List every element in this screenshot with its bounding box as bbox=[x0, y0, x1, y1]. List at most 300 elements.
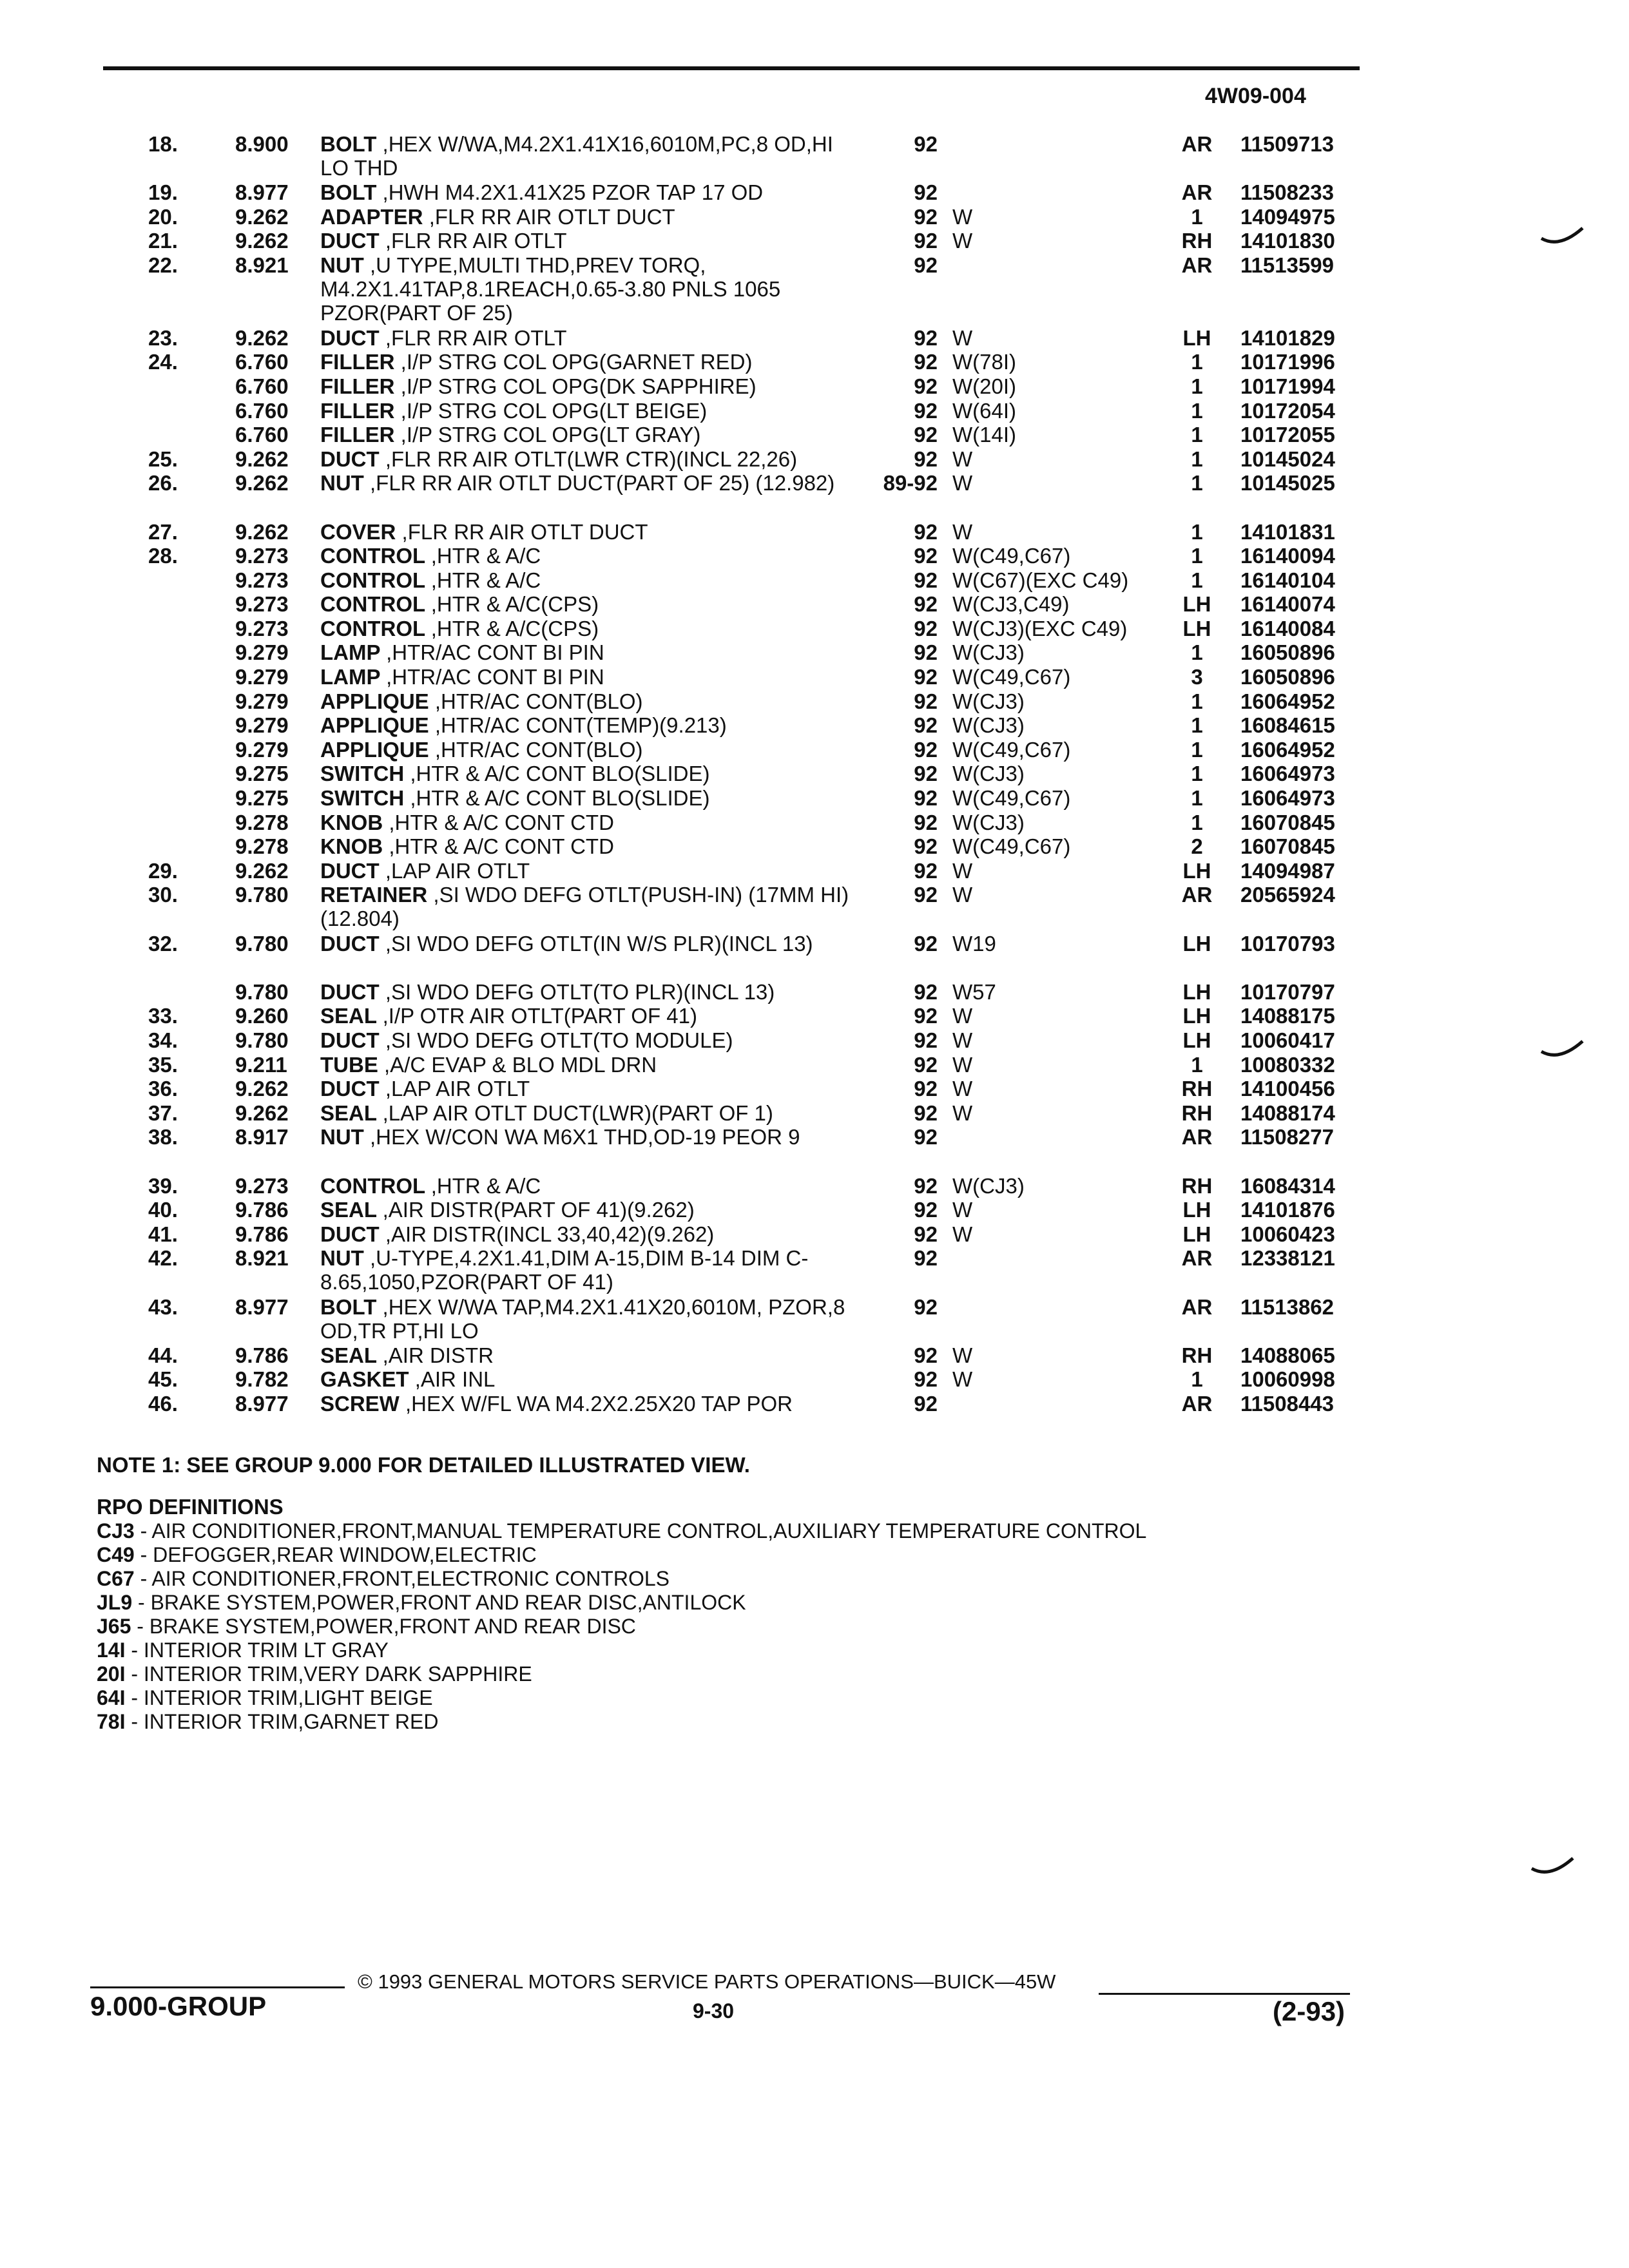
model-year: 92 bbox=[914, 132, 938, 156]
part-name: CONTROL bbox=[320, 592, 425, 617]
group-number: 9.262 bbox=[235, 204, 289, 229]
part-number: 12338121 bbox=[1240, 1246, 1335, 1271]
part-number: 11508443 bbox=[1240, 1391, 1335, 1416]
part-spec: ,HTR & A/C CONT CTD bbox=[389, 810, 614, 834]
part-number: 11508277 bbox=[1240, 1125, 1335, 1149]
parts-row bbox=[0, 423, 1629, 447]
parts-row bbox=[0, 180, 1629, 205]
rpo-code: W bbox=[952, 1222, 973, 1246]
rpo-definition bbox=[97, 1543, 1146, 1567]
parts-row bbox=[0, 713, 1629, 738]
item-number: 32. bbox=[148, 931, 178, 956]
group-number: 9.782 bbox=[235, 1367, 289, 1392]
part-number: 10171994 bbox=[1240, 374, 1335, 398]
part-description bbox=[320, 689, 855, 713]
part-number: 16064952 bbox=[1240, 737, 1335, 762]
part-spec: ,AIR DISTR(PART OF 41)(9.262) bbox=[382, 1198, 695, 1222]
part-description bbox=[320, 932, 855, 956]
model-year: 92 bbox=[914, 1246, 938, 1271]
part-spec: ,HTR/AC CONT BI PIN bbox=[386, 640, 604, 665]
quantity: LH bbox=[1182, 1198, 1211, 1222]
group-number: 6.760 bbox=[235, 350, 289, 374]
rpo-code-label: C67 bbox=[97, 1567, 135, 1590]
part-spec: ,I/P STRG COL OPG(GARNET RED) bbox=[400, 350, 753, 374]
parts-row bbox=[0, 253, 1629, 326]
part-description bbox=[320, 568, 855, 592]
quantity: AR bbox=[1181, 180, 1213, 205]
part-name: BOLT bbox=[320, 1294, 377, 1319]
parts-row bbox=[0, 665, 1629, 689]
quantity: LH bbox=[1182, 1004, 1211, 1028]
part-spec: ,SI WDO DEFG OTLT(TO MODULE) bbox=[385, 1028, 733, 1052]
part-spec: ,HTR & A/C CONT CTD bbox=[389, 834, 614, 859]
parts-row bbox=[0, 1053, 1629, 1077]
quantity: AR bbox=[1181, 1391, 1213, 1416]
part-description bbox=[320, 980, 855, 1004]
rpo-code: W(CJ3) bbox=[952, 713, 1025, 738]
page-code: 4W09-004 bbox=[1205, 84, 1306, 108]
quantity: 1 bbox=[1191, 786, 1203, 811]
part-spec: ,HEX W/CON WA M6X1 THD,OD-19 PEOR 9 bbox=[370, 1125, 800, 1149]
parts-row bbox=[0, 834, 1629, 859]
part-description bbox=[320, 859, 855, 883]
rpo-code-meaning: - INTERIOR TRIM,GARNET RED bbox=[125, 1710, 439, 1733]
part-number: 10172054 bbox=[1240, 398, 1335, 423]
rpo-code: W bbox=[952, 1028, 973, 1052]
group-number: 6.760 bbox=[235, 398, 289, 423]
group-number: 9.786 bbox=[235, 1343, 289, 1367]
group-number: 9.262 bbox=[235, 1100, 289, 1125]
rpo-code-label: JL9 bbox=[97, 1591, 133, 1614]
part-number: 20565924 bbox=[1240, 883, 1335, 907]
part-description bbox=[320, 640, 855, 664]
rpo-code: W(C49,C67) bbox=[952, 737, 1071, 762]
part-number: 16070845 bbox=[1240, 834, 1335, 859]
rpo-code: W bbox=[952, 204, 973, 229]
part-number: 14088065 bbox=[1240, 1343, 1335, 1367]
part-name: SEAL bbox=[320, 1198, 377, 1222]
part-description bbox=[320, 883, 855, 930]
rpo-code-label: C49 bbox=[97, 1543, 135, 1566]
part-spec: ,HTR/AC CONT(BLO) bbox=[434, 689, 643, 713]
quantity: LH bbox=[1182, 592, 1211, 617]
model-year: 92 bbox=[914, 1222, 938, 1246]
part-name: APPLIQUE bbox=[320, 737, 429, 762]
part-description bbox=[320, 1246, 855, 1294]
rpo-code: W(C67)(EXC C49) bbox=[952, 568, 1129, 592]
part-description bbox=[320, 326, 855, 350]
rpo-code: W bbox=[952, 883, 973, 907]
parts-row bbox=[0, 350, 1629, 374]
part-description bbox=[320, 1125, 855, 1149]
quantity: 1 bbox=[1191, 519, 1203, 544]
quantity: AR bbox=[1181, 253, 1213, 277]
parts-row bbox=[0, 762, 1629, 786]
quantity: AR bbox=[1181, 883, 1213, 907]
rpo-code-label: 14I bbox=[97, 1639, 126, 1662]
parts-row bbox=[0, 568, 1629, 593]
rpo-code-label: J65 bbox=[97, 1615, 131, 1638]
group-number: 8.977 bbox=[235, 1391, 289, 1416]
quantity: 1 bbox=[1191, 447, 1203, 471]
item-number: 19. bbox=[148, 180, 178, 205]
group-number: 9.786 bbox=[235, 1198, 289, 1222]
group-number: 9.211 bbox=[235, 1052, 287, 1077]
item-number: 40. bbox=[148, 1198, 178, 1222]
margin-tick-mark bbox=[1540, 226, 1585, 250]
group-number: 9.262 bbox=[235, 519, 289, 544]
part-description bbox=[320, 132, 855, 180]
parts-row bbox=[0, 1077, 1629, 1101]
part-number: 14101876 bbox=[1240, 1198, 1335, 1222]
footer-copyright: © 1993 GENERAL MOTORS SERVICE PARTS OPERATIONS—BUICK—45W bbox=[358, 1970, 1056, 1993]
model-year: 92 bbox=[914, 762, 938, 786]
rpo-code: W(C49,C67) bbox=[952, 786, 1071, 811]
part-name: KNOB bbox=[320, 834, 383, 859]
model-year: 92 bbox=[914, 1391, 938, 1416]
part-name: KNOB bbox=[320, 810, 383, 834]
rpo-code-meaning: - INTERIOR TRIM LT GRAY bbox=[125, 1639, 389, 1662]
part-number: 16084615 bbox=[1240, 713, 1335, 738]
group-number: 9.273 bbox=[235, 616, 289, 640]
part-spec: ,FLR RR AIR OTLT DUCT bbox=[429, 204, 675, 229]
part-number: 10145025 bbox=[1240, 471, 1335, 495]
item-number: 29. bbox=[148, 858, 178, 883]
parts-row bbox=[0, 786, 1629, 811]
parts-row bbox=[0, 1295, 1629, 1343]
item-number: 42. bbox=[148, 1246, 178, 1271]
parts-row bbox=[0, 689, 1629, 714]
part-name: SCREW bbox=[320, 1391, 400, 1416]
part-name: SEAL bbox=[320, 1004, 377, 1028]
rpo-code: W(C49,C67) bbox=[952, 544, 1071, 568]
quantity: 2 bbox=[1191, 834, 1203, 859]
rpo-code: W bbox=[952, 229, 973, 253]
part-name: FILLER bbox=[320, 350, 395, 374]
part-spec: ,U-TYPE,4.2X1.41,DIM A-15,DIM B-14 DIM C-8.65,1050,PZOR(PART OF 41) bbox=[320, 1246, 809, 1294]
part-name: APPLIQUE bbox=[320, 713, 429, 738]
quantity: 1 bbox=[1191, 204, 1203, 229]
item-number: 23. bbox=[148, 325, 178, 350]
item-number: 34. bbox=[148, 1028, 178, 1052]
part-spec: ,HTR & A/C bbox=[430, 568, 541, 592]
part-number: 10060423 bbox=[1240, 1222, 1335, 1246]
part-description bbox=[320, 1392, 855, 1416]
part-spec: ,FLR RR AIR OTLT bbox=[385, 229, 567, 253]
item-number: 43. bbox=[148, 1294, 178, 1319]
model-year: 92 bbox=[914, 616, 938, 640]
item-number: 45. bbox=[148, 1367, 178, 1392]
parts-row bbox=[0, 859, 1629, 883]
part-spec: ,LAP AIR OTLT bbox=[385, 858, 530, 883]
model-year: 92 bbox=[914, 592, 938, 617]
quantity: 1 bbox=[1191, 1052, 1203, 1077]
top-rule bbox=[103, 66, 1360, 70]
part-spec: ,I/P STRG COL OPG(LT BEIGE) bbox=[400, 398, 708, 423]
part-number: 10171996 bbox=[1240, 350, 1335, 374]
group-number: 8.917 bbox=[235, 1125, 289, 1149]
model-year: 92 bbox=[914, 979, 938, 1004]
quantity: 3 bbox=[1191, 665, 1203, 689]
parts-row bbox=[0, 374, 1629, 399]
group-number: 9.780 bbox=[235, 1028, 289, 1052]
model-year: 92 bbox=[914, 1004, 938, 1028]
group-number: 6.760 bbox=[235, 423, 289, 447]
parts-row bbox=[0, 1343, 1629, 1368]
part-description bbox=[320, 592, 855, 616]
model-year: 92 bbox=[914, 204, 938, 229]
group-number: 9.275 bbox=[235, 786, 289, 811]
parts-row bbox=[0, 447, 1629, 472]
rpo-code-label: 64I bbox=[97, 1686, 126, 1709]
footer-group-label: 9.000-GROUP bbox=[90, 1991, 267, 2021]
part-description bbox=[320, 1028, 855, 1052]
part-description bbox=[320, 205, 855, 229]
model-year: 92 bbox=[914, 1294, 938, 1319]
rpo-code: W bbox=[952, 325, 973, 350]
part-number: 11513862 bbox=[1240, 1294, 1335, 1319]
part-number: 10170793 bbox=[1240, 931, 1335, 956]
parts-row bbox=[0, 1125, 1629, 1173]
part-spec: ,LAP AIR OTLT DUCT(LWR)(PART OF 1) bbox=[382, 1100, 773, 1125]
part-spec: ,HEX W/FL WA M4.2X2.25X20 TAP POR bbox=[405, 1391, 793, 1416]
parts-row bbox=[0, 1028, 1629, 1053]
part-name: NUT bbox=[320, 1125, 364, 1149]
model-year: 92 bbox=[914, 544, 938, 568]
rpo-code-meaning: - AIR CONDITIONER,FRONT,ELECTRONIC CONTROLS bbox=[134, 1567, 670, 1590]
parts-row bbox=[0, 738, 1629, 762]
group-number: 9.780 bbox=[235, 883, 289, 907]
quantity: LH bbox=[1182, 979, 1211, 1004]
item-number: 33. bbox=[148, 1004, 178, 1028]
model-year: 92 bbox=[914, 713, 938, 738]
part-number: 10145024 bbox=[1240, 447, 1335, 471]
model-year: 92 bbox=[914, 568, 938, 592]
group-number: 8.900 bbox=[235, 132, 289, 156]
item-number: 35. bbox=[148, 1052, 178, 1077]
part-number: 14101831 bbox=[1240, 519, 1335, 544]
rpo-code: W(CJ3) bbox=[952, 640, 1025, 665]
group-number: 9.279 bbox=[235, 689, 289, 713]
part-number: 14088175 bbox=[1240, 1004, 1335, 1028]
group-number: 8.977 bbox=[235, 180, 289, 205]
part-name: APPLIQUE bbox=[320, 689, 429, 713]
parts-row bbox=[0, 640, 1629, 665]
quantity: 1 bbox=[1191, 640, 1203, 665]
part-number: 14101830 bbox=[1240, 229, 1335, 253]
parts-row bbox=[0, 617, 1629, 641]
parts-row bbox=[0, 1174, 1629, 1198]
parts-row bbox=[0, 1246, 1629, 1294]
part-name: RETAINER bbox=[320, 883, 428, 907]
group-number: 9.279 bbox=[235, 737, 289, 762]
rpo-code: W(C49,C67) bbox=[952, 834, 1071, 859]
rpo-code: W bbox=[952, 519, 973, 544]
rpo-definition bbox=[97, 1639, 1146, 1662]
part-spec: ,HEX W/WA,M4.2X1.41X16,6010M,PC,8 OD,HI LO THD bbox=[320, 132, 833, 180]
rpo-definition bbox=[97, 1615, 1146, 1639]
model-year: 92 bbox=[914, 931, 938, 956]
rpo-code: W(CJ3) bbox=[952, 1173, 1025, 1198]
part-description bbox=[320, 738, 855, 762]
part-number: 16050896 bbox=[1240, 640, 1335, 665]
model-year: 92 bbox=[914, 398, 938, 423]
quantity: RH bbox=[1181, 1077, 1213, 1101]
part-name: NUT bbox=[320, 253, 364, 277]
rpo-code-meaning: - DEFOGGER,REAR WINDOW,ELECTRIC bbox=[134, 1543, 537, 1566]
group-number: 9.262 bbox=[235, 229, 289, 253]
rpo-code: W(64I) bbox=[952, 398, 1016, 423]
rpo-code: W(CJ3) bbox=[952, 689, 1025, 713]
quantity: 1 bbox=[1191, 423, 1203, 447]
part-spec: ,AIR DISTR bbox=[382, 1343, 494, 1367]
quantity: LH bbox=[1182, 1222, 1211, 1246]
part-number: 10060417 bbox=[1240, 1028, 1335, 1052]
model-year: 92 bbox=[914, 834, 938, 859]
parts-row bbox=[0, 326, 1629, 351]
part-spec: ,FLR RR AIR OTLT bbox=[385, 325, 567, 350]
group-number: 6.760 bbox=[235, 374, 289, 398]
parts-list bbox=[0, 132, 1629, 1440]
parts-row bbox=[0, 1222, 1629, 1247]
part-number: 10170797 bbox=[1240, 979, 1335, 1004]
parts-row bbox=[0, 544, 1629, 568]
group-number: 9.273 bbox=[235, 1173, 289, 1198]
rpo-definitions-list bbox=[97, 1519, 1146, 1734]
quantity: RH bbox=[1181, 229, 1213, 253]
quantity: 1 bbox=[1191, 398, 1203, 423]
item-number: 26. bbox=[148, 471, 178, 495]
quantity: AR bbox=[1181, 1246, 1213, 1271]
model-year: 92 bbox=[914, 374, 938, 398]
footer-page-number: 9-30 bbox=[693, 1999, 735, 2023]
part-name: ADAPTER bbox=[320, 204, 423, 229]
part-description bbox=[320, 762, 855, 785]
quantity: AR bbox=[1181, 132, 1213, 156]
model-year: 92 bbox=[914, 786, 938, 811]
rpo-code: W(CJ3)(EXC C49) bbox=[952, 616, 1128, 640]
rpo-code-label: 78I bbox=[97, 1710, 126, 1733]
part-number: 11509713 bbox=[1240, 132, 1335, 156]
part-spec: ,HWH M4.2X1.41X25 PZOR TAP 17 OD bbox=[382, 180, 764, 205]
group-number: 9.262 bbox=[235, 447, 289, 471]
part-number: 10172055 bbox=[1240, 423, 1335, 447]
part-spec: ,HTR & A/C CONT BLO(SLIDE) bbox=[410, 786, 710, 811]
part-number: 16050896 bbox=[1240, 665, 1335, 689]
part-number: 11508233 bbox=[1240, 180, 1335, 205]
model-year: 92 bbox=[914, 253, 938, 277]
part-name: FILLER bbox=[320, 398, 395, 423]
part-description bbox=[320, 374, 855, 398]
part-name: DUCT bbox=[320, 447, 380, 471]
part-name: FILLER bbox=[320, 374, 395, 398]
parts-row bbox=[0, 932, 1629, 980]
part-description bbox=[320, 713, 855, 737]
part-spec: ,AIR INL bbox=[414, 1367, 496, 1392]
rpo-code: W bbox=[952, 1004, 973, 1028]
quantity: 1 bbox=[1191, 568, 1203, 592]
part-name: BOLT bbox=[320, 132, 377, 156]
part-number: 16140084 bbox=[1240, 616, 1335, 640]
part-name: DUCT bbox=[320, 858, 380, 883]
part-spec: ,I/P STRG COL OPG(LT GRAY) bbox=[400, 423, 701, 447]
quantity: 1 bbox=[1191, 737, 1203, 762]
item-number: 46. bbox=[148, 1391, 178, 1416]
part-name: SEAL bbox=[320, 1343, 377, 1367]
part-spec: ,HTR/AC CONT(BLO) bbox=[434, 737, 643, 762]
model-year: 92 bbox=[914, 1198, 938, 1222]
part-description bbox=[320, 834, 855, 858]
parts-row bbox=[0, 399, 1629, 423]
model-year: 92 bbox=[914, 1028, 938, 1052]
part-number: 16140104 bbox=[1240, 568, 1335, 592]
quantity: 1 bbox=[1191, 810, 1203, 834]
part-number: 10060998 bbox=[1240, 1367, 1335, 1392]
rpo-code-label: CJ3 bbox=[97, 1519, 135, 1542]
item-number: 28. bbox=[148, 544, 178, 568]
part-name: SEAL bbox=[320, 1100, 377, 1125]
group-number: 9.262 bbox=[235, 858, 289, 883]
part-spec: ,AIR DISTR(INCL 33,40,42)(9.262) bbox=[385, 1222, 715, 1246]
item-number: 25. bbox=[148, 447, 178, 471]
part-name: BOLT bbox=[320, 180, 377, 205]
rpo-definition bbox=[97, 1519, 1146, 1543]
group-number: 8.921 bbox=[235, 1246, 289, 1271]
part-number: 16140094 bbox=[1240, 544, 1335, 568]
part-description bbox=[320, 1101, 855, 1125]
part-description bbox=[320, 544, 855, 568]
part-description bbox=[320, 471, 855, 495]
part-name: SWITCH bbox=[320, 786, 405, 811]
rpo-code: W(CJ3,C49) bbox=[952, 592, 1070, 617]
item-number: 37. bbox=[148, 1100, 178, 1125]
quantity: 1 bbox=[1191, 713, 1203, 738]
model-year: 92 bbox=[914, 689, 938, 713]
part-number: 14100456 bbox=[1240, 1077, 1335, 1101]
item-number: 41. bbox=[148, 1222, 178, 1246]
part-number: 16064973 bbox=[1240, 762, 1335, 786]
item-number: 30. bbox=[148, 883, 178, 907]
rpo-heading: RPO DEFINITIONS bbox=[97, 1495, 284, 1519]
item-number: 39. bbox=[148, 1173, 178, 1198]
part-number: 11513599 bbox=[1240, 253, 1335, 277]
rpo-code: W(CJ3) bbox=[952, 762, 1025, 786]
group-number: 9.279 bbox=[235, 713, 289, 738]
model-year: 92 bbox=[914, 1343, 938, 1367]
part-description bbox=[320, 1198, 855, 1222]
rpo-code-meaning: - BRAKE SYSTEM,POWER,FRONT AND REAR DISC,ANTILOCK bbox=[132, 1591, 746, 1614]
model-year: 92 bbox=[914, 1173, 938, 1198]
part-name: CONTROL bbox=[320, 544, 425, 568]
part-name: NUT bbox=[320, 471, 364, 495]
parts-row bbox=[0, 229, 1629, 253]
footer-rule-left bbox=[90, 1986, 345, 1988]
rpo-code: W bbox=[952, 1100, 973, 1125]
model-year: 92 bbox=[914, 350, 938, 374]
part-name: SWITCH bbox=[320, 762, 405, 786]
group-number: 9.273 bbox=[235, 568, 289, 592]
rpo-definition bbox=[97, 1686, 1146, 1710]
part-name: CONTROL bbox=[320, 568, 425, 592]
part-number: 14088174 bbox=[1240, 1100, 1335, 1125]
rpo-code: W bbox=[952, 471, 973, 495]
quantity: 1 bbox=[1191, 544, 1203, 568]
part-name: NUT bbox=[320, 1246, 364, 1271]
part-spec: ,HTR & A/C CONT BLO(SLIDE) bbox=[410, 762, 710, 786]
quantity: AR bbox=[1181, 1294, 1213, 1319]
model-year: 92 bbox=[914, 447, 938, 471]
parts-row bbox=[0, 520, 1629, 544]
